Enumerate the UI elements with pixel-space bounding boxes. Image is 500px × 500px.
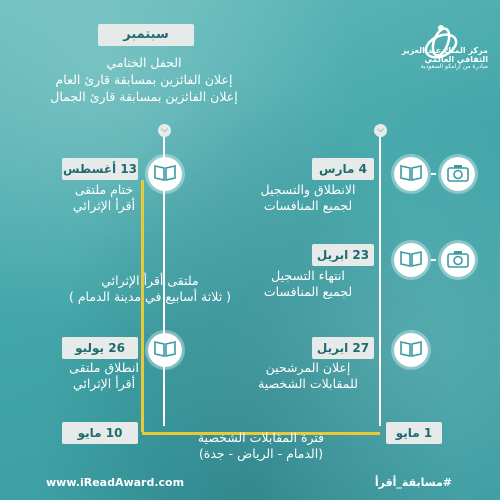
dash-separator [431, 259, 436, 261]
left-chevron-down-icon: ⌵ [158, 124, 171, 137]
event-27-april [238, 360, 378, 393]
camera-icon [446, 250, 470, 268]
book-icon [399, 250, 423, 268]
book-icon [399, 164, 423, 182]
september-event-1: الحفل الختامي [106, 55, 182, 70]
date-23-april: 23 ابريل [312, 244, 374, 266]
event-line: الانطلاق والتسجيل [260, 182, 356, 197]
date-27-april: 27 ابريل [312, 337, 374, 359]
event-line: لجميع المنافسات [263, 198, 353, 214]
event-26-july [44, 360, 164, 393]
interviews-title: فترة المقابلات الشخصية [197, 430, 325, 445]
event-line: أقرأ الإثرائي [72, 198, 136, 214]
book-icon [153, 164, 177, 182]
event-line: ختام ملتقى [74, 182, 134, 197]
book-icon-circle [391, 154, 431, 194]
camera-icon-circle [438, 240, 478, 280]
website-link[interactable]: www.iReadAward.com [46, 476, 185, 489]
date-10-may: 10 مايو [62, 422, 138, 444]
right-chevron-down-icon: ⌵ [374, 124, 387, 137]
camera-icon [446, 164, 470, 182]
event-line: أقرأ الإثرائي [72, 376, 136, 392]
hashtag: #مسابقة_أقرأ [374, 476, 452, 489]
logo-text [338, 46, 488, 71]
logo-name-line2: الثقافي العالمي [424, 55, 488, 65]
book-icon [153, 340, 177, 358]
date-26-july: 26 يوليو [62, 337, 138, 359]
interviews-period [150, 430, 372, 463]
september-events [20, 55, 268, 106]
event-line: إعلان المرشحين [265, 360, 351, 375]
camera-icon-circle [438, 154, 478, 194]
september-event-3: إعلان الفائزين بمسابقة قارئ الجمال [50, 88, 238, 104]
event-4-march [238, 182, 378, 215]
event-line: انطلاق ملتقى [69, 360, 139, 375]
event-line: للمقابلات الشخصية [258, 376, 358, 392]
book-icon-circle [391, 240, 431, 280]
logo-name-line1: مركز الملك عبد العزيز [401, 46, 488, 55]
event-line: انتهاء التسجيل [271, 268, 345, 283]
note-line: ملتقى أقرأ الإثرائي [101, 273, 199, 288]
right-timeline-line [379, 136, 381, 426]
september-label: سبتمبر [98, 24, 194, 46]
logo-tagline: مبادرة من أرامكو السعودية [420, 63, 488, 71]
date-4-march: 4 مارس [312, 158, 374, 180]
interviews-cities: (الدمام - الرياض - جدة) [198, 446, 324, 462]
note-line: ( ثلاثة أسابيع في مدينة الدمام ) [68, 289, 232, 305]
book-icon [399, 340, 423, 358]
date-13-august: 13 أغسطس [62, 158, 138, 180]
dash-separator [431, 173, 436, 175]
event-13-august [44, 182, 164, 215]
event-line: لجميع المنافسات [263, 284, 353, 300]
book-icon-circle [391, 330, 431, 370]
september-event-2: إعلان الفائزين بمسابقة قارئ العام [55, 71, 233, 87]
ithra-meeting-note [30, 273, 270, 306]
date-1-may: 1 مايو [386, 422, 442, 444]
left-timeline-highlight [141, 180, 144, 432]
